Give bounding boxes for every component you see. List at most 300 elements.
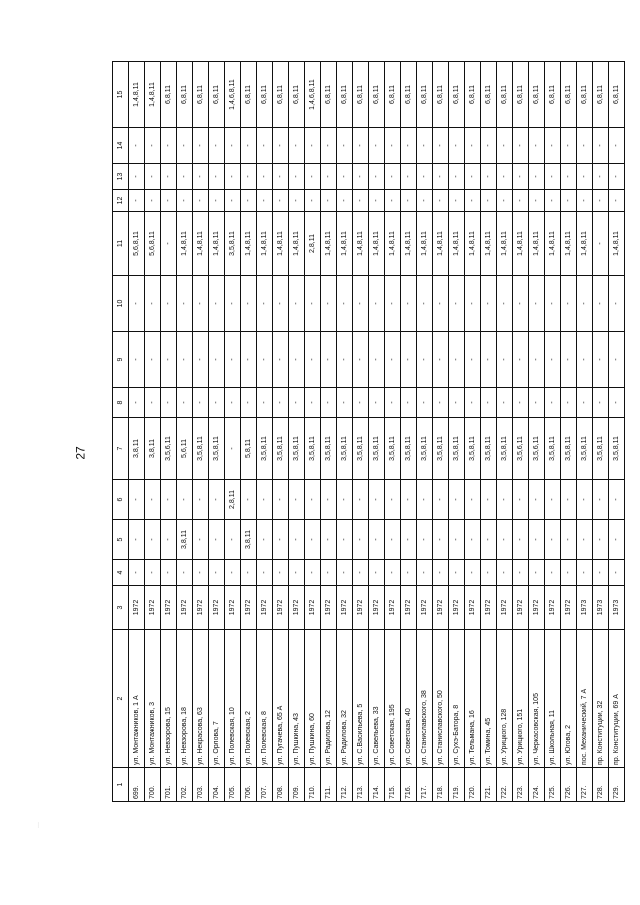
- table-row: [561, 62, 577, 802]
- table-cell: -: [209, 128, 225, 164]
- table-cell: -: [513, 332, 529, 388]
- table-cell: -: [609, 190, 625, 212]
- table-cell: -: [481, 520, 497, 560]
- table-cell: 1,4,8,11: [321, 212, 337, 276]
- table-cell: -: [433, 388, 449, 418]
- table-cell: -: [193, 164, 209, 190]
- table-cell: 1,4,8,11: [481, 212, 497, 276]
- address-cell: ул. Невзорова, 18: [177, 630, 193, 768]
- table-cell: 1,4,8,11: [433, 212, 449, 276]
- table-cell: 1,4,8,11: [353, 212, 369, 276]
- table-cell: -: [433, 332, 449, 388]
- table-cell: 3,5,8,11: [449, 418, 465, 480]
- table-cell: 1,4,8,11: [129, 62, 145, 128]
- table-cell: -: [529, 276, 545, 332]
- table-cell: -: [401, 480, 417, 520]
- row-number-cell: 716.: [401, 768, 417, 802]
- table-cell: -: [481, 128, 497, 164]
- row-number-cell: 709.: [289, 768, 305, 802]
- table-row: [177, 62, 193, 802]
- table-cell: -: [561, 128, 577, 164]
- column-header: 12: [113, 190, 129, 212]
- table-cell: -: [529, 480, 545, 520]
- table-cell: 6,8,11: [193, 62, 209, 128]
- address-cell: ул. Томина, 45: [481, 630, 497, 768]
- row-number-cell: 705.: [225, 768, 241, 802]
- table-cell: -: [545, 332, 561, 388]
- row-number-cell: 707.: [257, 768, 273, 802]
- row-number-cell: 708.: [273, 768, 289, 802]
- table-cell: -: [337, 388, 353, 418]
- table-cell: 3,5,8,11: [321, 418, 337, 480]
- table-cell: -: [449, 520, 465, 560]
- table-cell: -: [385, 164, 401, 190]
- table-cell: -: [497, 388, 513, 418]
- table-cell: 6,8,11: [209, 62, 225, 128]
- table-cell: -: [145, 480, 161, 520]
- table-cell: -: [241, 560, 257, 586]
- table-cell: 3,8,11: [241, 520, 257, 560]
- column-header: 2: [113, 630, 129, 768]
- table-cell: -: [209, 276, 225, 332]
- table-cell: -: [353, 332, 369, 388]
- table-cell: -: [369, 388, 385, 418]
- table-cell: -: [225, 164, 241, 190]
- table-cell: -: [385, 560, 401, 586]
- table-cell: -: [609, 128, 625, 164]
- row-number-cell: 726.: [561, 768, 577, 802]
- table-cell: -: [273, 164, 289, 190]
- table-cell: 3,5,8,11: [353, 418, 369, 480]
- table-cell: -: [401, 164, 417, 190]
- column-header: 6: [113, 480, 129, 520]
- row-number-cell: 699.: [129, 768, 145, 802]
- table-cell: 6,8,11: [609, 62, 625, 128]
- table-cell: -: [353, 520, 369, 560]
- table-cell: 1972: [449, 586, 465, 630]
- table-cell: -: [257, 128, 273, 164]
- table-cell: -: [609, 164, 625, 190]
- table-cell: -: [561, 520, 577, 560]
- table-cell: 3,5,6,11: [161, 418, 177, 480]
- table-cell: -: [433, 480, 449, 520]
- table-cell: -: [513, 276, 529, 332]
- table-cell: 6,8,11: [497, 62, 513, 128]
- table-cell: -: [337, 520, 353, 560]
- table-cell: -: [497, 332, 513, 388]
- table-cell: 3,5,8,11: [369, 418, 385, 480]
- table-cell: 3,5,8,11: [193, 418, 209, 480]
- table-cell: -: [593, 560, 609, 586]
- table-cell: -: [561, 164, 577, 190]
- table-cell: 1972: [401, 586, 417, 630]
- table-cell: -: [321, 480, 337, 520]
- table-cell: 3,5,8,11: [465, 418, 481, 480]
- address-cell: ул. Полевская, 10: [225, 630, 241, 768]
- table-cell: 1,4,8,11: [513, 212, 529, 276]
- table-cell: 1972: [161, 586, 177, 630]
- table-cell: -: [609, 332, 625, 388]
- table-cell: 1972: [289, 586, 305, 630]
- table-cell: -: [289, 520, 305, 560]
- table-cell: -: [513, 520, 529, 560]
- table-cell: -: [321, 332, 337, 388]
- table-cell: 6,8,11: [577, 62, 593, 128]
- address-cell: ул. Монтажников, 1 А: [129, 630, 145, 768]
- address-cell: ул. Югова, 2: [561, 630, 577, 768]
- table-cell: -: [161, 480, 177, 520]
- row-number-cell: 713.: [353, 768, 369, 802]
- table-cell: -: [129, 164, 145, 190]
- address-cell: ул. Урицкого, 151: [513, 630, 529, 768]
- table-cell: -: [593, 520, 609, 560]
- table-cell: 6,8,11: [273, 62, 289, 128]
- table-cell: -: [481, 276, 497, 332]
- table-cell: 1,4,8,11: [529, 212, 545, 276]
- table-cell: -: [577, 560, 593, 586]
- table-cell: -: [577, 164, 593, 190]
- table-cell: 1972: [481, 586, 497, 630]
- table-cell: -: [433, 520, 449, 560]
- table-cell: -: [161, 212, 177, 276]
- table-cell: -: [225, 520, 241, 560]
- table-cell: 1972: [145, 586, 161, 630]
- table-cell: -: [209, 332, 225, 388]
- table-cell: 6,8,11: [161, 62, 177, 128]
- row-number-cell: 717.: [417, 768, 433, 802]
- column-header: 11: [113, 212, 129, 276]
- table-cell: -: [401, 520, 417, 560]
- table-cell: -: [177, 388, 193, 418]
- table-cell: -: [257, 190, 273, 212]
- table-cell: -: [385, 332, 401, 388]
- table-cell: -: [545, 560, 561, 586]
- table-cell: -: [497, 480, 513, 520]
- table-cell: -: [593, 128, 609, 164]
- table-cell: -: [577, 480, 593, 520]
- table-cell: -: [321, 190, 337, 212]
- table-cell: -: [161, 164, 177, 190]
- table-cell: 6,8,11: [289, 62, 305, 128]
- row-number-cell: 720.: [465, 768, 481, 802]
- table-cell: -: [289, 332, 305, 388]
- table-cell: -: [289, 128, 305, 164]
- table-cell: -: [401, 388, 417, 418]
- table-cell: -: [465, 480, 481, 520]
- table-cell: 3,5,8,11: [609, 418, 625, 480]
- table-cell: -: [401, 560, 417, 586]
- table-cell: -: [449, 480, 465, 520]
- table-cell: 1,4,8,11: [209, 212, 225, 276]
- table-cell: -: [161, 128, 177, 164]
- table-cell: 1972: [529, 586, 545, 630]
- table-cell: -: [481, 560, 497, 586]
- table-cell: 6,8,11: [449, 62, 465, 128]
- address-cell: ул. Орлова, 7: [209, 630, 225, 768]
- table-cell: 3,5,8,11: [289, 418, 305, 480]
- row-number-cell: 701.: [161, 768, 177, 802]
- table-cell: -: [193, 480, 209, 520]
- table-cell: -: [545, 276, 561, 332]
- table-cell: -: [513, 190, 529, 212]
- table-cell: 1973: [609, 586, 625, 630]
- table-cell: -: [209, 388, 225, 418]
- table-cell: 1973: [577, 586, 593, 630]
- table-cell: -: [225, 332, 241, 388]
- table-cell: -: [417, 480, 433, 520]
- table-cell: -: [193, 520, 209, 560]
- table-cell: -: [481, 480, 497, 520]
- table-cell: -: [225, 190, 241, 212]
- table-row: [289, 62, 305, 802]
- table-cell: -: [289, 560, 305, 586]
- table-cell: 3,5,8,11: [497, 418, 513, 480]
- table-cell: 3,5,6,11: [513, 418, 529, 480]
- table-cell: -: [305, 332, 321, 388]
- table-cell: -: [449, 164, 465, 190]
- table-cell: 6,8,11: [433, 62, 449, 128]
- table-row: [337, 62, 353, 802]
- table-cell: -: [241, 480, 257, 520]
- table-cell: 1,4,8,11: [337, 212, 353, 276]
- table-row: [193, 62, 209, 802]
- table-cell: -: [337, 190, 353, 212]
- column-header: 4: [113, 560, 129, 586]
- table-cell: -: [353, 128, 369, 164]
- table-cell: -: [417, 190, 433, 212]
- table-row: [593, 62, 609, 802]
- table-cell: -: [305, 480, 321, 520]
- table-row: [225, 62, 241, 802]
- table-cell: -: [561, 560, 577, 586]
- address-cell: пр. Конституции, 32: [593, 630, 609, 768]
- table-cell: -: [353, 388, 369, 418]
- table-cell: -: [465, 520, 481, 560]
- table-cell: -: [321, 560, 337, 586]
- row-number-cell: 714.: [369, 768, 385, 802]
- address-cell: ул. Савельева, 33: [369, 630, 385, 768]
- table-cell: -: [145, 520, 161, 560]
- table-cell: 3,5,8,11: [481, 418, 497, 480]
- table-cell: -: [305, 560, 321, 586]
- scan-artifact: ···: [36, 822, 42, 828]
- row-number-cell: 718.: [433, 768, 449, 802]
- table-cell: 3,5,8,11: [337, 418, 353, 480]
- table-cell: -: [545, 520, 561, 560]
- table-cell: -: [577, 388, 593, 418]
- table-cell: -: [577, 276, 593, 332]
- table-cell: -: [161, 520, 177, 560]
- table-cell: -: [417, 128, 433, 164]
- table-cell: -: [305, 276, 321, 332]
- table-cell: 1972: [433, 586, 449, 630]
- row-number-cell: 723.: [513, 768, 529, 802]
- table-cell: 6,8,11: [545, 62, 561, 128]
- row-number-cell: 712.: [337, 768, 353, 802]
- row-number-cell: 704.: [209, 768, 225, 802]
- table-cell: 6,8,11: [465, 62, 481, 128]
- table-cell: -: [225, 128, 241, 164]
- table-cell: 1972: [497, 586, 513, 630]
- table-cell: -: [209, 560, 225, 586]
- table-cell: 6,8,11: [369, 62, 385, 128]
- table-cell: -: [417, 560, 433, 586]
- table-cell: -: [497, 560, 513, 586]
- row-number-cell: 700.: [145, 768, 161, 802]
- table-header: [113, 62, 129, 802]
- table-cell: 5,6,8,11: [129, 212, 145, 276]
- table-cell: -: [241, 190, 257, 212]
- table-cell: -: [353, 480, 369, 520]
- table-cell: -: [177, 480, 193, 520]
- table-row: [433, 62, 449, 802]
- table-row: [369, 62, 385, 802]
- table-cell: 1,4,6,8,11: [305, 62, 321, 128]
- table-cell: -: [545, 480, 561, 520]
- table-cell: -: [529, 560, 545, 586]
- table-cell: -: [257, 332, 273, 388]
- table-cell: 1972: [321, 586, 337, 630]
- column-header: 10: [113, 276, 129, 332]
- table-cell: -: [289, 164, 305, 190]
- table-cell: 3,5,8,11: [561, 418, 577, 480]
- table-cell: -: [129, 190, 145, 212]
- table-cell: 1,4,8,11: [385, 212, 401, 276]
- table-row: [513, 62, 529, 802]
- table-cell: -: [369, 560, 385, 586]
- table-cell: -: [433, 276, 449, 332]
- table-cell: -: [577, 190, 593, 212]
- table-cell: -: [337, 164, 353, 190]
- table-cell: 3,5,8,11: [257, 418, 273, 480]
- table-cell: 6,8,11: [529, 62, 545, 128]
- table-cell: 5,8,11: [241, 418, 257, 480]
- table-cell: -: [241, 332, 257, 388]
- address-cell: ул. Полевская, 8: [257, 630, 273, 768]
- table-cell: -: [273, 276, 289, 332]
- table-row: [401, 62, 417, 802]
- table-cell: 3,8,11: [177, 520, 193, 560]
- table-cell: -: [481, 388, 497, 418]
- table-cell: -: [129, 520, 145, 560]
- page-number: 27: [73, 446, 88, 460]
- row-number-cell: 725.: [545, 768, 561, 802]
- table-cell: -: [161, 332, 177, 388]
- address-cell: ул. Радилова, 12: [321, 630, 337, 768]
- table-viewport: [112, 62, 620, 802]
- table-row: [497, 62, 513, 802]
- table-cell: -: [449, 388, 465, 418]
- table-cell: -: [433, 560, 449, 586]
- table-cell: -: [401, 276, 417, 332]
- row-number-cell: 715.: [385, 768, 401, 802]
- table-cell: -: [129, 276, 145, 332]
- row-number-cell: 727.: [577, 768, 593, 802]
- table-cell: -: [529, 332, 545, 388]
- table-row: [529, 62, 545, 802]
- table-cell: -: [465, 276, 481, 332]
- table-cell: -: [577, 128, 593, 164]
- address-cell: ул. Пушкина, 60: [305, 630, 321, 768]
- table-cell: -: [369, 276, 385, 332]
- table-cell: -: [145, 388, 161, 418]
- table-cell: -: [225, 560, 241, 586]
- table-cell: -: [593, 212, 609, 276]
- table-cell: -: [529, 128, 545, 164]
- table-row: [161, 62, 177, 802]
- table-cell: -: [593, 164, 609, 190]
- table-cell: 1972: [209, 586, 225, 630]
- table-cell: 1972: [273, 586, 289, 630]
- table-cell: 1973: [593, 586, 609, 630]
- table-cell: 3,5,8,11: [401, 418, 417, 480]
- table-cell: 6,8,11: [417, 62, 433, 128]
- table-cell: -: [129, 128, 145, 164]
- table-cell: 3,5,8,11: [225, 212, 241, 276]
- address-cell: ул. Монтажников, 3: [145, 630, 161, 768]
- row-number-cell: 729.: [609, 768, 625, 802]
- table-cell: -: [465, 190, 481, 212]
- table-cell: -: [369, 128, 385, 164]
- table-cell: -: [449, 276, 465, 332]
- table-cell: -: [337, 560, 353, 586]
- table-cell: -: [513, 128, 529, 164]
- table-cell: -: [177, 128, 193, 164]
- table-cell: 6,8,11: [257, 62, 273, 128]
- address-cell: ул. Советская, 40: [401, 630, 417, 768]
- table-cell: 1,4,8,11: [465, 212, 481, 276]
- table-cell: 1972: [193, 586, 209, 630]
- address-cell: ул. Советская, 195: [385, 630, 401, 768]
- table-row: [481, 62, 497, 802]
- table-cell: -: [241, 164, 257, 190]
- table-cell: 3,8,11: [129, 418, 145, 480]
- table-cell: -: [609, 276, 625, 332]
- table-cell: -: [193, 560, 209, 586]
- table-cell: 1,4,8,11: [401, 212, 417, 276]
- table-cell: -: [305, 388, 321, 418]
- table-cell: 1,4,8,11: [145, 62, 161, 128]
- table-cell: 6,8,11: [401, 62, 417, 128]
- table-cell: 1972: [177, 586, 193, 630]
- table-cell: -: [449, 332, 465, 388]
- table-cell: -: [577, 520, 593, 560]
- table-cell: -: [529, 520, 545, 560]
- table-cell: 1,4,8,11: [545, 212, 561, 276]
- table-cell: -: [161, 388, 177, 418]
- row-number-cell: 703.: [193, 768, 209, 802]
- table-row: [353, 62, 369, 802]
- table-cell: 6,8,11: [353, 62, 369, 128]
- table-cell: -: [177, 190, 193, 212]
- table-cell: 1,4,8,11: [177, 212, 193, 276]
- table-cell: -: [241, 276, 257, 332]
- table-cell: -: [321, 520, 337, 560]
- table-cell: -: [465, 560, 481, 586]
- table-cell: -: [449, 128, 465, 164]
- table-cell: -: [353, 190, 369, 212]
- table-cell: -: [209, 164, 225, 190]
- table-cell: 3,5,6,11: [529, 418, 545, 480]
- table-cell: -: [417, 332, 433, 388]
- table-cell: 1,4,8,11: [289, 212, 305, 276]
- address-cell: ул. Полевская, 2: [241, 630, 257, 768]
- table-cell: -: [273, 560, 289, 586]
- table-cell: -: [289, 480, 305, 520]
- table-cell: -: [369, 164, 385, 190]
- table-cell: -: [385, 480, 401, 520]
- table-cell: -: [369, 480, 385, 520]
